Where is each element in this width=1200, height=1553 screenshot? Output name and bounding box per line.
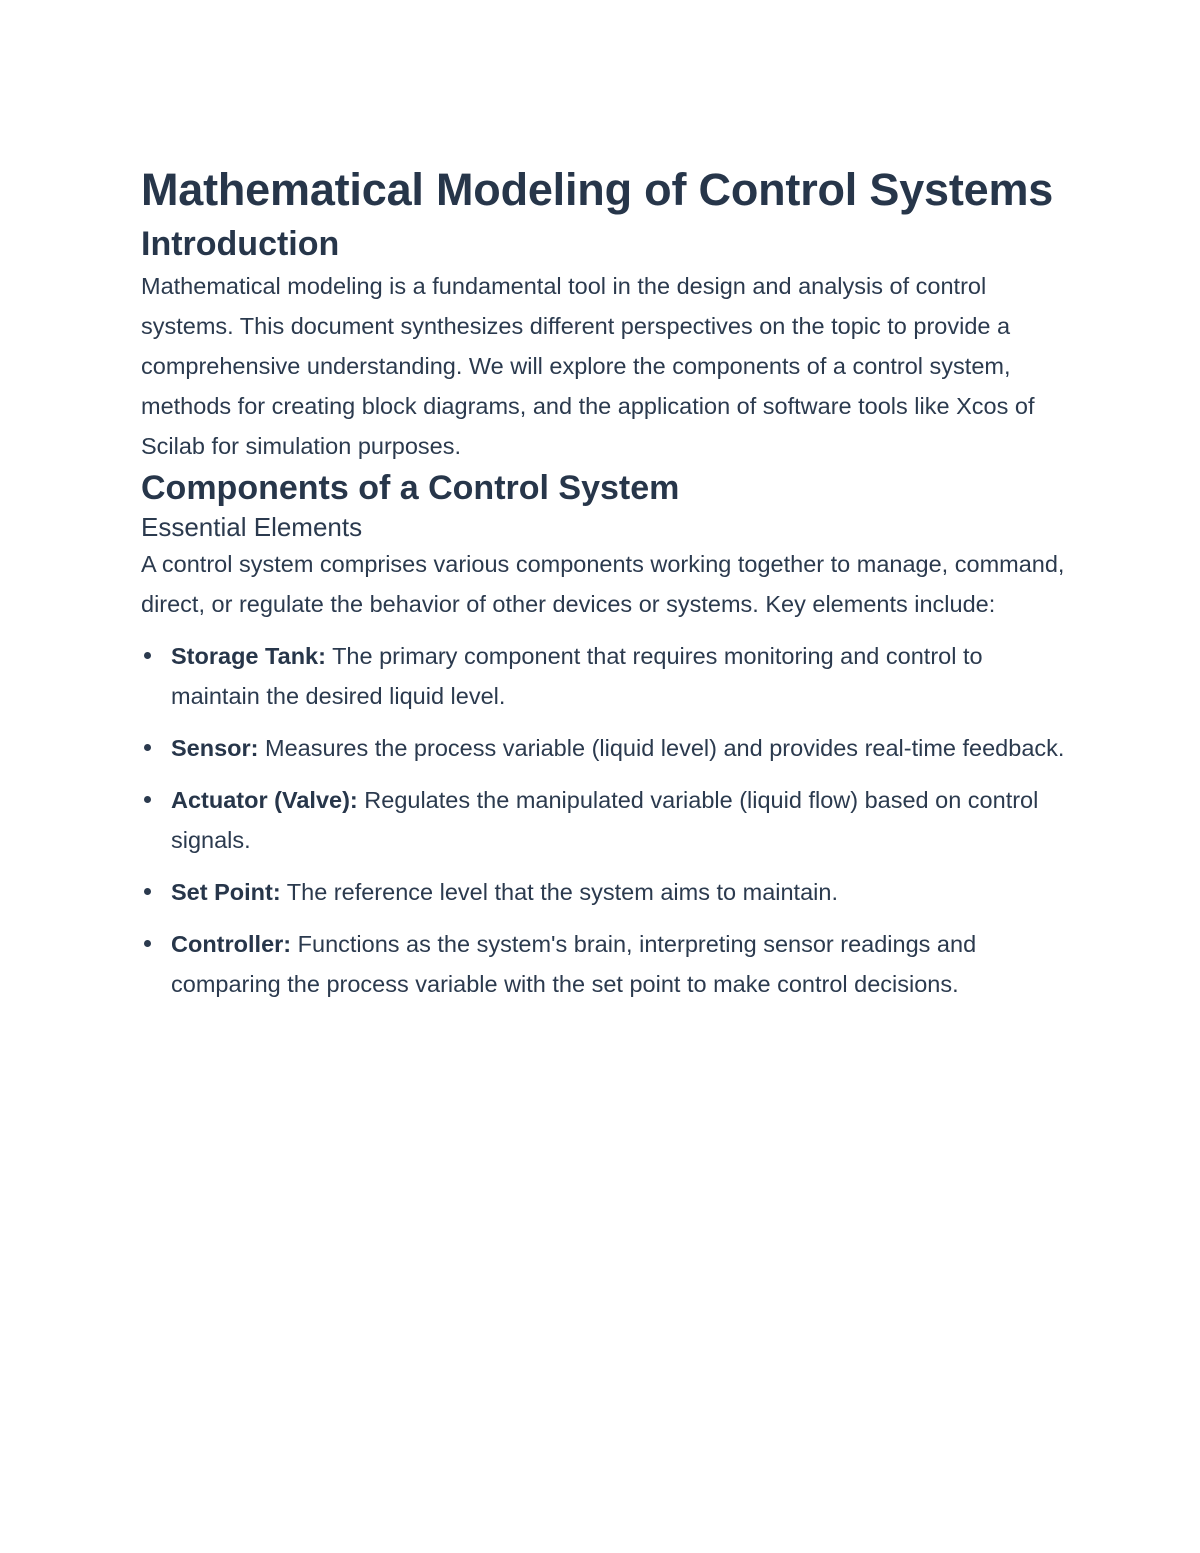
list-item-description: Regulates the manipulated variable (liquid flow) based on control signals. <box>171 787 1039 853</box>
introduction-paragraph: Mathematical modeling is a fundamental tool in the design and analysis of control systems. This document synthesizes different perspectives on the topic to provide a comprehensive understanding. We will explore the components of a control system, methods for creating block diagrams, and the application of software tools like Xcos of Scilab for simulation purposes. <box>141 273 1035 459</box>
bullet-icon <box>144 796 151 803</box>
components-paragraph: A control system comprises various components working together to manage, command, direct, or regulate the behavior of other devices or systems. Key elements include: <box>141 551 1065 617</box>
list-item-controller <box>141 924 1071 1004</box>
bullet-icon <box>144 888 151 895</box>
list-item-term: Set Point: <box>171 879 281 905</box>
list-item-storage-tank <box>141 636 1071 716</box>
list-item-description: The reference level that the system aims to maintain. <box>280 879 838 905</box>
section-heading-introduction: Introduction <box>141 225 340 263</box>
list-item-term: Actuator (Valve): <box>171 787 358 813</box>
list-item-description: The primary component that requires monitoring and control to maintain the desired liquid level. <box>171 643 983 709</box>
bullet-icon <box>144 744 151 751</box>
bullet-icon <box>144 652 151 659</box>
list-item-set-point <box>141 872 1071 912</box>
document-page <box>141 158 1071 1016</box>
list-item-description: Measures the process variable (liquid level) and provides real-time feedback. <box>258 735 1065 761</box>
subheading-essential-elements: Essential Elements <box>141 512 363 542</box>
document-title: Mathematical Modeling of Control Systems <box>141 164 1054 215</box>
list-item-term: Sensor: <box>171 735 259 761</box>
section-heading-components: Components of a Control System <box>141 469 680 507</box>
key-elements-list <box>141 636 1071 1004</box>
bullet-icon <box>144 940 151 947</box>
list-item-sensor <box>141 728 1071 768</box>
list-item-term: Controller: <box>171 931 292 957</box>
list-item-actuator <box>141 780 1071 860</box>
list-item-description: Functions as the system's brain, interpreting sensor readings and comparing the process variable with the set point to make control decisions. <box>171 931 977 997</box>
list-item-term: Storage Tank: <box>171 643 326 669</box>
